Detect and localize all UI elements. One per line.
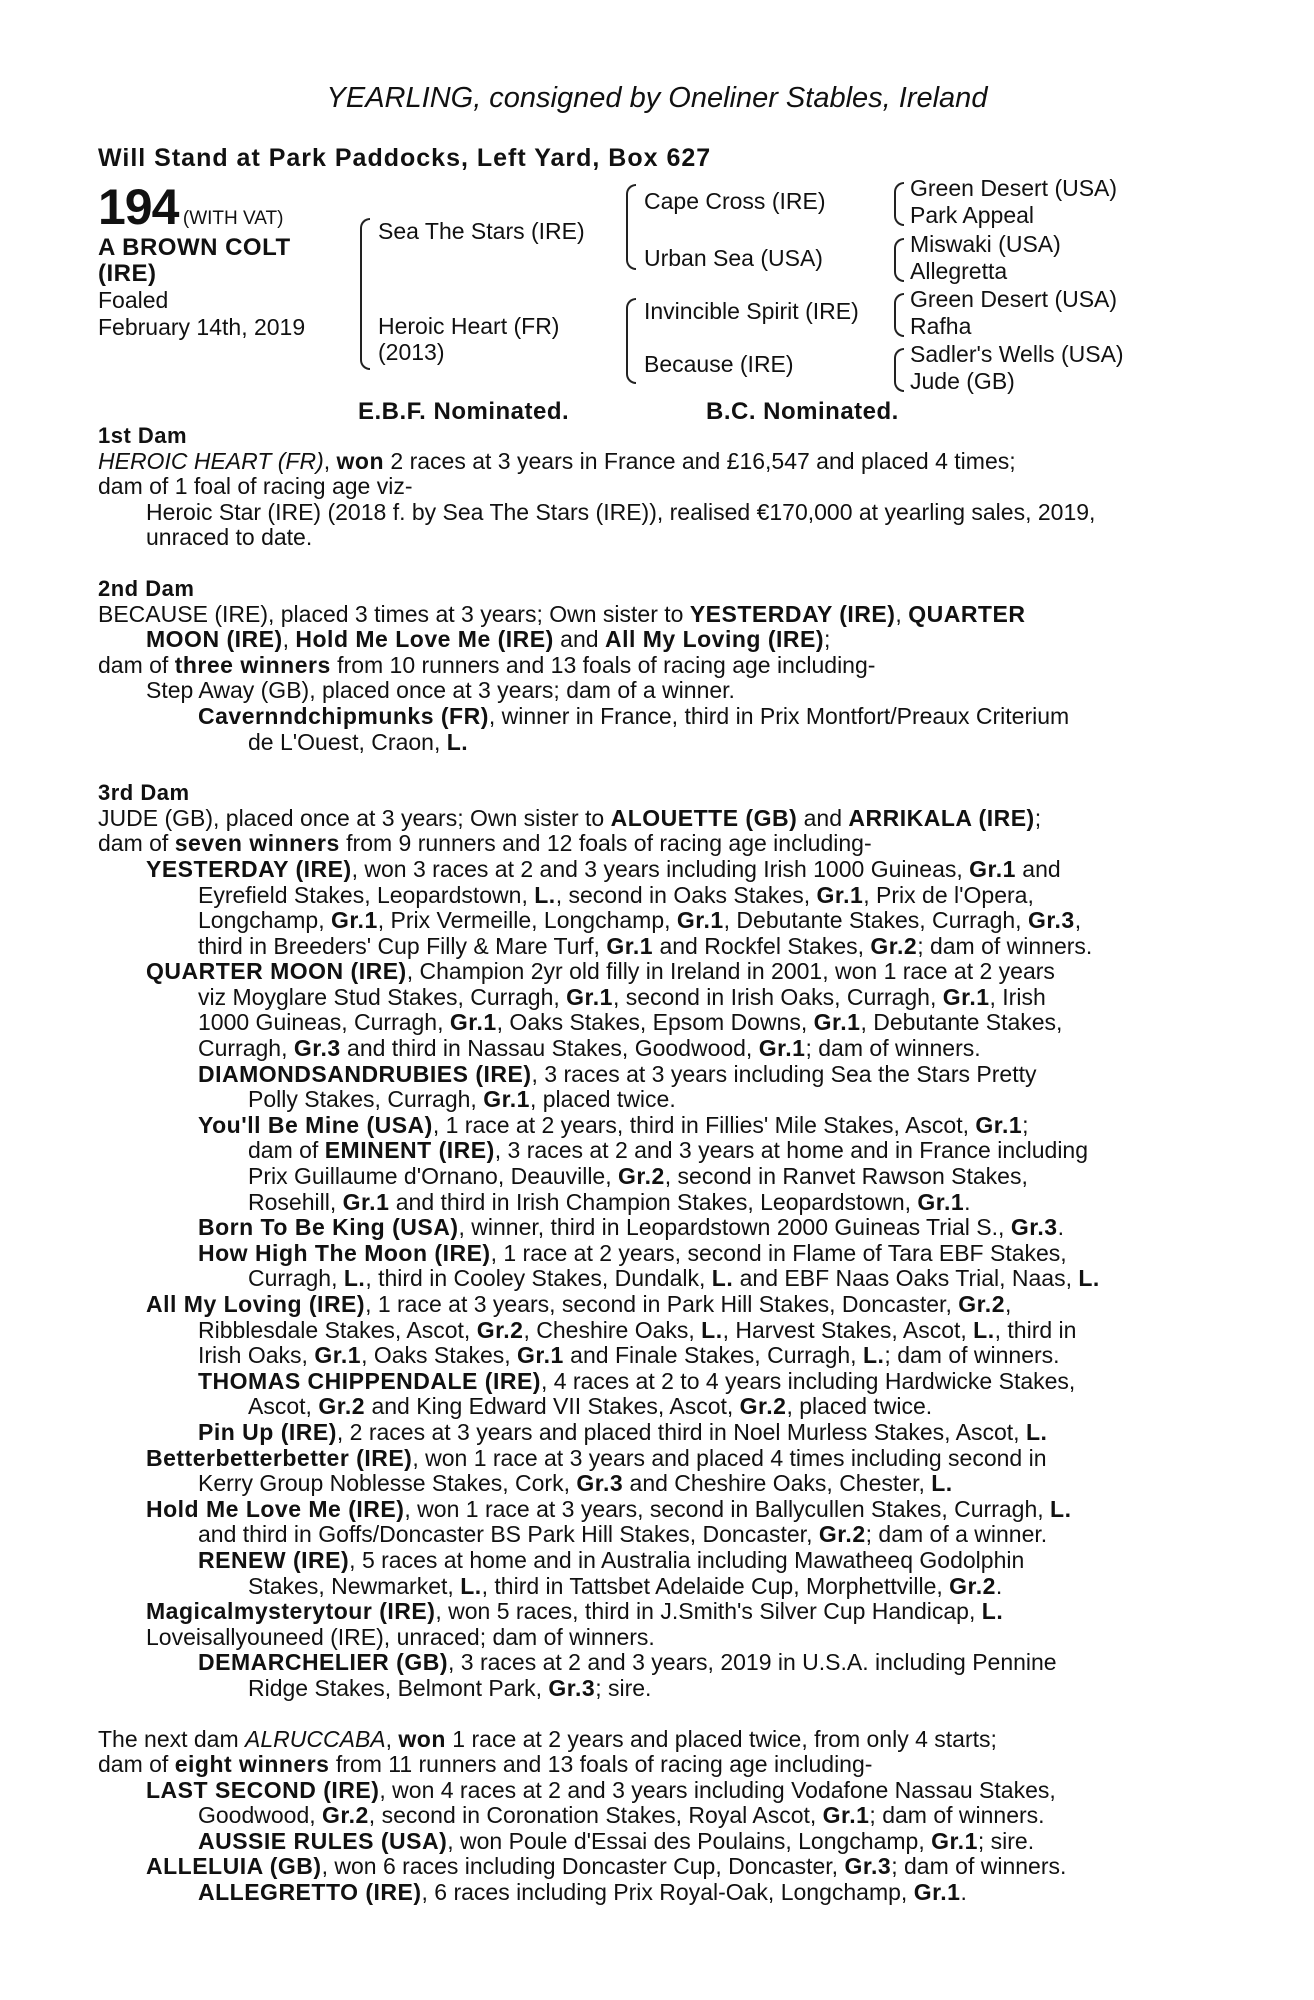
- dam-record: dam of eight winners from 11 runners and 13 foals of racing age including-: [98, 1751, 873, 1778]
- produce-entry: dam of EMINENT (IRE), 3 races at 2 and 3 years at home and in France including: [248, 1137, 1089, 1164]
- stand-location: Will Stand at Park Paddocks, Left Yard, Box 627: [98, 144, 712, 172]
- produce-entry: Ascot, Gr.2 and King Edward VII Stakes, Ascot, Gr.2, placed twice.: [248, 1393, 933, 1420]
- dam-record: dam of three winners from 10 runners and 13 foals of racing age including-: [98, 651, 876, 678]
- pedigree-sss: Green Desert (USA): [910, 175, 1118, 201]
- pedigree-brace: [894, 293, 904, 337]
- pedigree-dam: Heroic Heart (FR): [378, 313, 560, 339]
- dam-record: MOON (IRE), Hold Me Love Me (IRE) and All My Loving (IRE);: [146, 626, 831, 653]
- produce-entry: Hold Me Love Me (IRE), won 1 race at 3 years, second in Ballycullen Stakes, Curragh, L.: [146, 1495, 1072, 1522]
- produce-entry: Goodwood, Gr.2, second in Coronation Stakes, Royal Ascot, Gr.1; dam of winners.: [198, 1802, 1045, 1829]
- produce-entry: Born To Be King (USA), winner, third in Leopardstown 2000 Guineas Trial S., Gr.3.: [198, 1214, 1064, 1241]
- lot-number-block: [98, 178, 284, 236]
- produce-entry: Heroic Star (IRE) (2018 f. by Sea The Stars (IRE)), realised €170,000 at yearling sales, 2019,: [146, 498, 1096, 525]
- produce-entry: You'll Be Mine (USA), 1 race at 2 years, third in Fillies' Mile Stakes, Ascot, Gr.1;: [198, 1111, 1029, 1138]
- dam-record: JUDE (GB), placed once at 3 years; Own sister to ALOUETTE (GB) and ARRIKALA (IRE);: [98, 804, 1042, 831]
- produce-entry: viz Moyglare Stud Stakes, Curragh, Gr.1, second in Irish Oaks, Curragh, Gr.1, Irish: [198, 983, 1046, 1010]
- pedigree-brace: [626, 184, 636, 270]
- produce-entry: Magicalmysterytour (IRE), won 5 races, third in J.Smith's Silver Cup Handicap, L.: [146, 1598, 1004, 1625]
- page-header: YEARLING, consigned by Oneliner Stables, Ireland: [326, 82, 988, 114]
- second-dam-heading: 2nd Dam: [98, 575, 195, 601]
- bc-nominated: B.C. Nominated.: [706, 398, 899, 425]
- pedigree-brace: [360, 218, 370, 370]
- produce-entry: How High The Moon (IRE), 1 race at 2 years, second in Flame of Tara EBF Stakes,: [198, 1239, 1067, 1266]
- produce-entry: AUSSIE RULES (USA), won Poule d'Essai des Poulains, Longchamp, Gr.1; sire.: [198, 1827, 1035, 1854]
- produce-entry: All My Loving (IRE), 1 race at 3 years, second in Park Hill Stakes, Doncaster, Gr.2,: [146, 1291, 1012, 1317]
- pedigree-brace: [626, 298, 636, 384]
- produce-entry: Curragh, Gr.3 and third in Nassau Stakes, Goodwood, Gr.1; dam of winners.: [198, 1035, 981, 1062]
- produce-entry: and third in Goffs/Doncaster BS Park Hill Stakes, Doncaster, Gr.2; dam of a winner.: [198, 1521, 1048, 1548]
- dam-record: dam of 1 foal of racing age viz-: [98, 473, 413, 500]
- lot-description-origin: (IRE): [98, 260, 157, 287]
- pedigree-dsd: Rafha: [910, 313, 972, 339]
- ebf-nominated: E.B.F. Nominated.: [358, 398, 570, 425]
- produce-entry: DIAMONDSANDRUBIES (IRE), 3 races at 3 years including Sea the Stars Pretty: [198, 1060, 1037, 1087]
- produce-entry: unraced to date.: [146, 524, 313, 551]
- pedigree-sds: Miswaki (USA): [910, 231, 1061, 257]
- dam-record: HEROIC HEART (FR), won 2 races at 3 years in France and £16,547 and placed 4 times;: [98, 447, 1016, 474]
- pedigree-dss: Green Desert (USA): [910, 286, 1118, 312]
- dam-record: dam of seven winners from 9 runners and 12 foals of racing age including-: [98, 830, 872, 857]
- produce-entry: Step Away (GB), placed once at 3 years; dam of a winner.: [146, 677, 735, 704]
- pedigree-dam-sire: Invincible Spirit (IRE): [644, 298, 859, 324]
- lot-number: 194: [98, 179, 179, 235]
- dam-record: BECAUSE (IRE), placed 3 times at 3 years; Own sister to YESTERDAY (IRE), QUARTER: [98, 600, 1026, 627]
- produce-entry: THOMAS CHIPPENDALE (IRE), 4 races at 2 to 4 years including Hardwicke Stakes,: [198, 1367, 1076, 1394]
- pedigree-brace: [894, 238, 904, 282]
- produce-entry: Curragh, L., third in Cooley Stakes, Dundalk, L. and EBF Naas Oaks Trial, Naas, L.: [248, 1265, 1100, 1292]
- pedigree-dam-dam: Because (IRE): [644, 351, 794, 377]
- foaled-label: Foaled: [98, 287, 169, 313]
- produce-entry: Stakes, Newmarket, L., third in Tattsbet Adelaide Cup, Morphettville, Gr.2.: [248, 1572, 1003, 1599]
- produce-entry: ALLEGRETTO (IRE), 6 races including Prix Royal-Oak, Longchamp, Gr.1.: [198, 1879, 967, 1906]
- pedigree-sire: Sea The Stars (IRE): [378, 218, 585, 244]
- pedigree-brace: [894, 182, 904, 226]
- foaled-date: February 14th, 2019: [98, 314, 306, 340]
- produce-entry: Polly Stakes, Curragh, Gr.1, placed twice.: [248, 1086, 676, 1113]
- produce-entry: Cavernndchipmunks (FR), winner in France, third in Prix Montfort/Preaux Criterium: [198, 702, 1070, 729]
- produce-entry: 1000 Guineas, Curragh, Gr.1, Oaks Stakes, Epsom Downs, Gr.1, Debutante Stakes,: [198, 1009, 1063, 1036]
- pedigree-sdd: Allegretta: [910, 258, 1008, 284]
- produce-entry: Kerry Group Noblesse Stakes, Cork, Gr.3 and Cheshire Oaks, Chester, L.: [198, 1470, 953, 1497]
- produce-entry: de L'Ouest, Craon, L.: [248, 728, 469, 755]
- produce-entry: Rosehill, Gr.1 and third in Irish Champion Stakes, Leopardstown, Gr.1.: [248, 1188, 971, 1215]
- pedigree-brace: [894, 348, 904, 392]
- produce-entry: Ribblesdale Stakes, Ascot, Gr.2, Cheshire Oaks, L., Harvest Stakes, Ascot, L., third in: [198, 1316, 1077, 1343]
- produce-entry: YESTERDAY (IRE), won 3 races at 2 and 3 years including Irish 1000 Guineas, Gr.1 and: [146, 855, 1061, 882]
- pedigree-ddd: Jude (GB): [910, 368, 1015, 394]
- produce-entry: LAST SECOND (IRE), won 4 races at 2 and 3 years including Vodafone Nassau Stakes,: [146, 1776, 1056, 1803]
- first-dam-heading: 1st Dam: [98, 423, 188, 448]
- produce-entry: RENEW (IRE), 5 races at home and in Australia including Mawatheeq Godolphin: [198, 1546, 1025, 1573]
- dam-record: The next dam ALRUCCABA, won 1 race at 2 years and placed twice, from only 4 starts;: [98, 1725, 997, 1752]
- pedigree-dds: Sadler's Wells (USA): [910, 341, 1124, 367]
- produce-entry: ALLELUIA (GB), won 6 races including Doncaster Cup, Doncaster, Gr.3; dam of winners.: [146, 1853, 1067, 1880]
- produce-entry: Betterbetterbetter (IRE), won 1 race at 3 years and placed 4 times including second in: [146, 1444, 1047, 1471]
- first-dam-section: [98, 423, 1208, 1906]
- pedigree-sire-sire: Cape Cross (IRE): [644, 188, 826, 214]
- produce-entry: Loveisallyouneed (IRE), unraced; dam of winners.: [146, 1623, 655, 1650]
- produce-entry: DEMARCHELIER (GB), 3 races at 2 and 3 years, 2019 in U.S.A. including Pennine: [198, 1649, 1057, 1676]
- pedigree-dam-year: (2013): [378, 339, 445, 365]
- produce-entry: Irish Oaks, Gr.1, Oaks Stakes, Gr.1 and Finale Stakes, Curragh, L.; dam of winners.: [198, 1342, 1060, 1369]
- third-dam-heading: 3rd Dam: [98, 780, 190, 806]
- pedigree-ssd: Park Appeal: [910, 202, 1035, 228]
- produce-entry: Longchamp, Gr.1, Prix Vermeille, Longchamp, Gr.1, Debutante Stakes, Curragh, Gr.3,: [198, 907, 1082, 934]
- produce-entry: Ridge Stakes, Belmont Park, Gr.3; sire.: [248, 1674, 652, 1701]
- produce-entry: third in Breeders' Cup Filly & Mare Turf, Gr.1 and Rockfel Stakes, Gr.2; dam of winners.: [198, 932, 1093, 959]
- produce-entry: Pin Up (IRE), 2 races at 3 years and placed third in Noel Murless Stakes, Ascot, L.: [198, 1418, 1048, 1445]
- pedigree-sire-dam: Urban Sea (USA): [644, 245, 823, 271]
- produce-entry: QUARTER MOON (IRE), Champion 2yr old filly in Ireland in 2001, won 1 race at 2 years: [146, 958, 1055, 985]
- lot-description: A BROWN COLT: [98, 234, 291, 261]
- vat-note: (WITH VAT): [182, 208, 284, 229]
- produce-entry: Eyrefield Stakes, Leopardstown, L., second in Oaks Stakes, Gr.1, Prix de l'Opera,: [198, 881, 1034, 908]
- produce-entry: Prix Guillaume d'Ornano, Deauville, Gr.2, second in Ranvet Rawson Stakes,: [248, 1163, 1028, 1190]
